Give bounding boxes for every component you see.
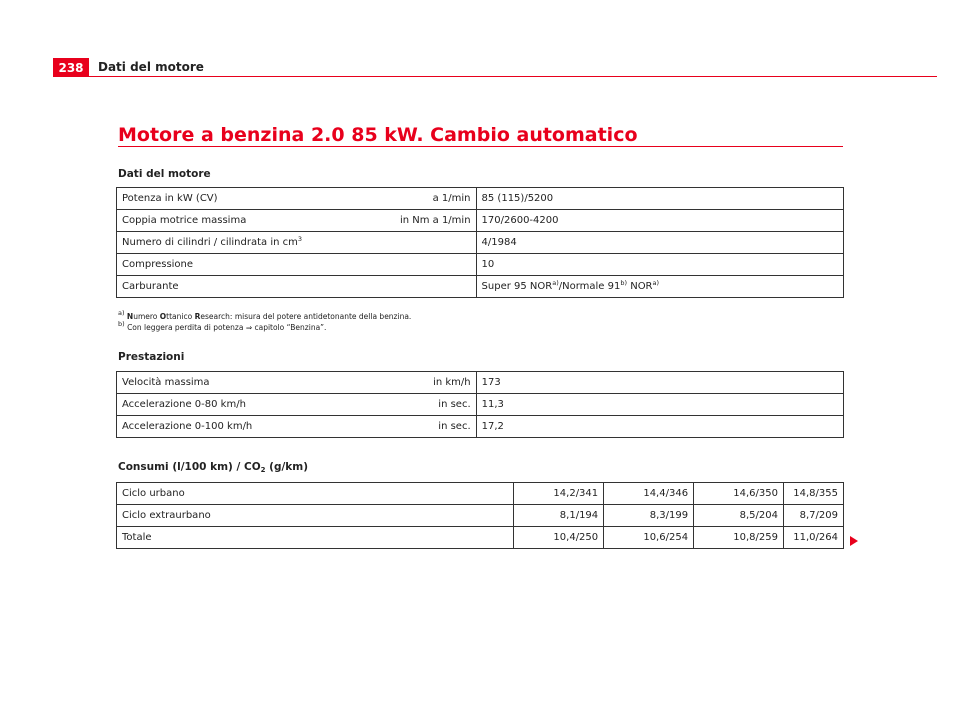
engine-data-table xyxy=(116,187,844,298)
row-label: Accelerazione 0-80 km/h xyxy=(122,399,246,410)
table-row xyxy=(117,394,844,416)
consumption-heading: Consumi (l/100 $km) / CO_2$ (g/km) xyxy=(118,461,309,474)
row-label-cell xyxy=(117,210,477,232)
row-label: Coppia motrice massima xyxy=(122,215,247,226)
row-unit: in Nm a 1/min xyxy=(399,215,471,226)
table-row xyxy=(117,210,844,232)
row-value: 11,3 xyxy=(476,394,843,416)
table-row xyxy=(117,416,844,438)
row-label: Compressione xyxy=(122,259,194,270)
continue-arrow-icon xyxy=(850,536,858,546)
row-value: 170/2600-4200 xyxy=(476,210,843,232)
table-cell: 14,2/341 xyxy=(514,483,604,505)
footnote-ref: a) xyxy=(552,279,559,287)
row-label-cell xyxy=(117,416,477,438)
table-cell: 8,1/194 xyxy=(514,505,604,527)
row-value: 85 (115)/5200 xyxy=(476,188,843,210)
footnote-ref: b) xyxy=(620,279,628,287)
footnote-a: $^{a)}$ Numero Ottanico Research: misura del potere antidetonante della benzina. xyxy=(118,309,412,321)
table-row xyxy=(117,276,844,298)
row-label-cell xyxy=(117,372,477,394)
row-label: Totale xyxy=(117,527,514,549)
footnote-ref: a) xyxy=(652,279,660,287)
row-label: Velocità massima xyxy=(122,377,210,388)
performance-table xyxy=(116,371,844,438)
engine-data-heading: Dati del motore xyxy=(118,168,211,180)
row-label: Accelerazione 0-100 km/h xyxy=(122,421,253,432)
table-cell: 14,4/346 xyxy=(604,483,694,505)
row-label: Ciclo extraurbano xyxy=(117,505,514,527)
table-row xyxy=(117,372,844,394)
title-divider xyxy=(118,146,843,147)
running-header: Dati del motore xyxy=(98,60,204,74)
table-row xyxy=(117,188,844,210)
row-unit: in sec. xyxy=(438,399,471,410)
row-value: 17,2 xyxy=(476,416,843,438)
superscript: 3 xyxy=(297,235,302,243)
row-label-cell xyxy=(117,276,477,298)
table-cell: 14,6/350 xyxy=(694,483,784,505)
row-label-cell xyxy=(117,394,477,416)
table-cell: 11,0/264 xyxy=(783,527,843,549)
page-title: Motore a benzina 2.0 85 kW. Cambio automatico xyxy=(118,124,638,146)
row-label: Potenza in kW (CV) xyxy=(122,193,218,204)
table-cell: 10,4/250 xyxy=(514,527,604,549)
row-unit: a 1/min xyxy=(432,193,471,204)
header-divider xyxy=(89,76,937,77)
row-label-cell xyxy=(117,232,477,254)
table-cell: 8,5/204 xyxy=(694,505,784,527)
row-unit: in sec. xyxy=(438,421,471,432)
footnote-b: $^{b)}$ Con leggera perdita di potenza ⇒ capitolo “Benzina”. xyxy=(118,320,327,332)
row-label: Numero di cilindri / cilindrata in $cm^3$ xyxy=(122,235,302,248)
table-cell: 8,3/199 xyxy=(604,505,694,527)
table-row xyxy=(117,527,844,549)
row-value: 10 xyxy=(476,254,843,276)
table-cell: 8,7/209 xyxy=(783,505,843,527)
performance-heading: Prestazioni xyxy=(118,351,185,363)
page-number: 238 xyxy=(53,58,89,77)
table-row xyxy=(117,505,844,527)
table-row xyxy=(117,483,844,505)
table-row xyxy=(117,254,844,276)
row-value: 4/1984 xyxy=(476,232,843,254)
table-cell: 10,8/259 xyxy=(694,527,784,549)
footnotes xyxy=(118,311,411,333)
row-label-cell xyxy=(117,188,477,210)
consumption-table xyxy=(116,482,844,549)
row-label: Ciclo urbano xyxy=(117,483,514,505)
row-value: 173 xyxy=(476,372,843,394)
table-cell: 14,8/355 xyxy=(783,483,843,505)
row-label-cell xyxy=(117,254,477,276)
fuel-value: Super 95 NOR$^{a)}$/Normale 91$^{b)}$ NOR$^{a)}$ xyxy=(476,276,843,298)
table-row xyxy=(117,232,844,254)
table-cell: 10,6/254 xyxy=(604,527,694,549)
row-unit: in km/h xyxy=(433,377,471,388)
row-label: Carburante xyxy=(122,281,179,292)
